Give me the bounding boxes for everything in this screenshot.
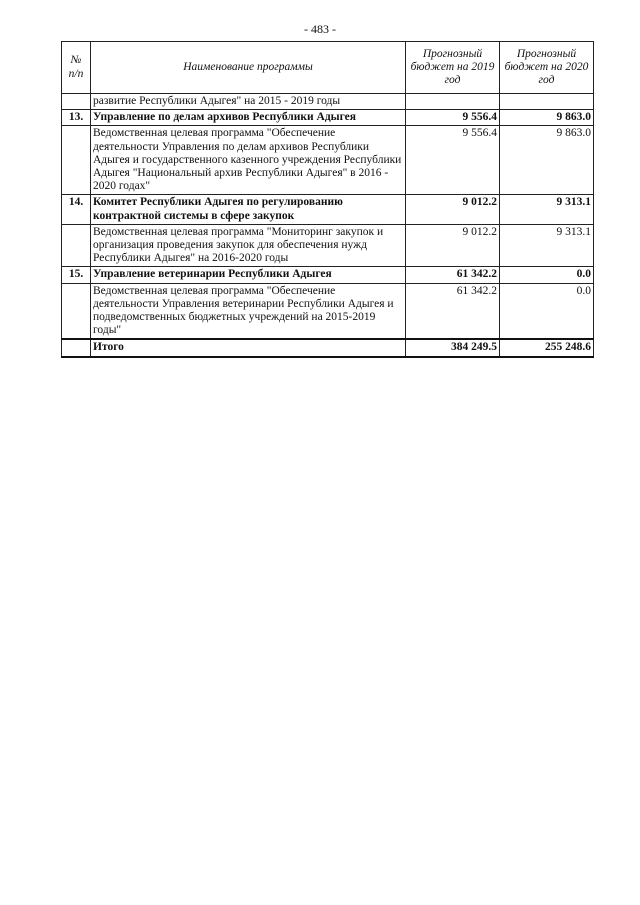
row-number: 14. [62,195,91,224]
row-number: 13. [62,110,91,126]
budget-2020-value: 0.0 [500,283,594,339]
row-number [62,224,91,267]
page-number: - 483 - [304,22,336,36]
budget-2020-value: 9 313.1 [500,224,594,267]
program-name: Ведомственная целевая программа "Обеспечение деятельности Управления по делам архивов Республики Адыгея и государственного казенного учреждения Республики Адыгея "Национальный архив Республики Адыгея" в 2016 - 2020 годах" [91,126,406,195]
budget-2020-value: 0.0 [500,267,594,283]
budget-2019-value: 9 012.2 [406,224,500,267]
table-row [62,110,594,126]
total-2020-value: 255 248.6 [500,339,594,356]
table-row [62,126,594,195]
table-row [62,224,594,267]
budget-2020-value [500,94,594,110]
header-num: № п/п [62,42,91,94]
program-name: Ведомственная целевая программа "Обеспечение деятельности Управления ветеринарии Республики Адыгея и подведомственных бюджетных учреждений на 2015-2019 годы" [91,283,406,339]
table-row [62,283,594,339]
table-row [62,267,594,283]
total-num-cell [62,339,91,356]
budget-2019-value: 9 012.2 [406,195,500,224]
program-name: развитие Республики Адыгея" на 2015 - 2019 годы [91,94,406,110]
budget-2019-value: 61 342.2 [406,283,500,339]
department-name: Управление по делам архивов Республики Адыгея [91,110,406,126]
total-label: Итого [91,339,406,356]
budget-2020-value: 9 313.1 [500,195,594,224]
budget-2019-value [406,94,500,110]
total-row [62,339,594,356]
budget-2020-value: 9 863.0 [500,110,594,126]
budget-2019-value: 9 556.4 [406,126,500,195]
table-row [62,94,594,110]
program-name: Ведомственная целевая программа "Мониторинг закупок и организация проведения закупок для обеспечения нужд Республики Адыгея" на 2016-2020 годы [91,224,406,267]
table-row [62,195,594,224]
row-number [62,94,91,110]
budget-table [61,41,594,358]
department-name: Комитет Республики Адыгея по регулированию контрактной системы в сфере закупок [91,195,406,224]
header-budget-2020: Прогнозный бюджет на 2020 год [500,42,594,94]
row-number: 15. [62,267,91,283]
budget-2019-value: 9 556.4 [406,110,500,126]
row-number [62,283,91,339]
total-2019-value: 384 249.5 [406,339,500,356]
department-name: Управление ветеринарии Республики Адыгея [91,267,406,283]
budget-2020-value: 9 863.0 [500,126,594,195]
budget-2019-value: 61 342.2 [406,267,500,283]
row-number [62,126,91,195]
header-name: Наименование программы [91,42,406,94]
header-budget-2019: Прогнозный бюджет на 2019 год [406,42,500,94]
